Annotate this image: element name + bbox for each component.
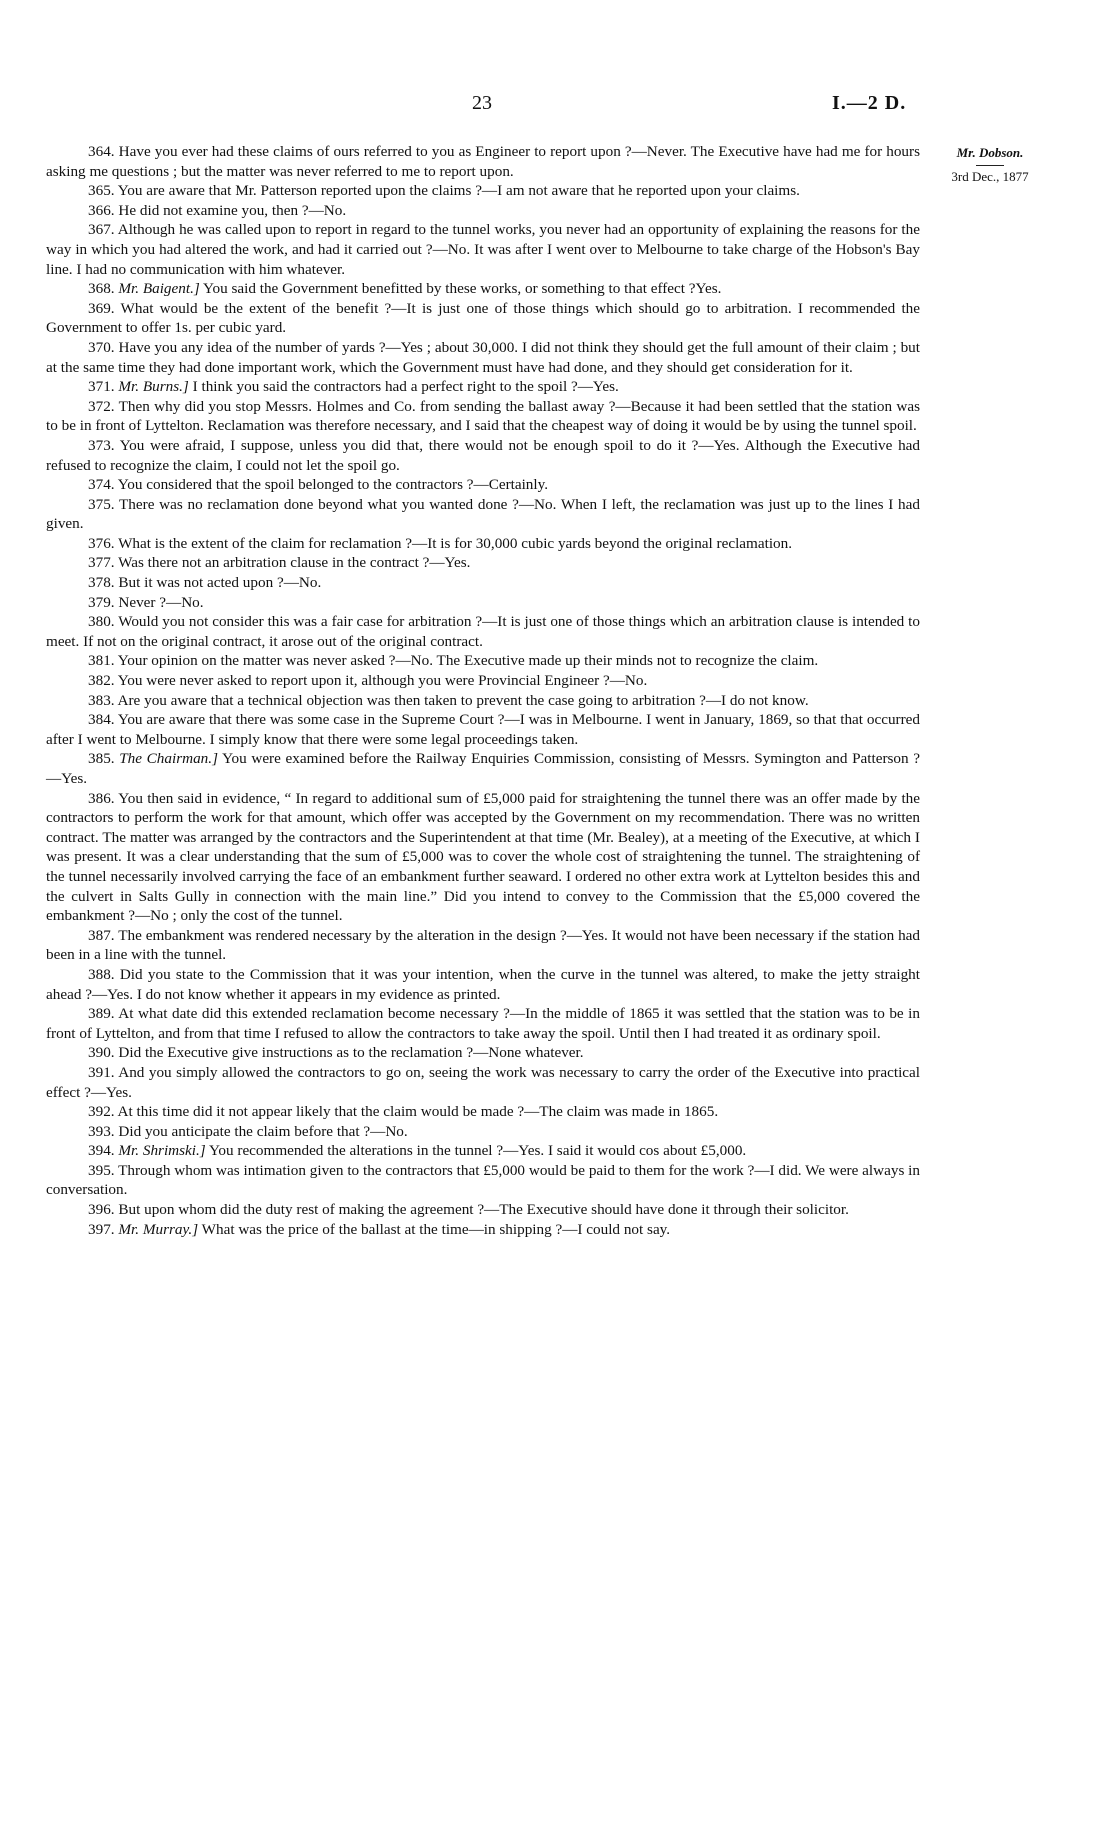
paragraph-text: 387. The embankment was rendered necessary by the alteration in the design ?—Yes. It would not have been necessary if the station had been in a line with the tunnel. <box>46 926 920 964</box>
speaker-name: The Chairman.] <box>119 750 218 768</box>
paragraph-text: You recommended the alterations in the tunnel ?—Yes. I said it would cos about £5,000. <box>205 1142 747 1160</box>
question-paragraph <box>46 1220 920 1240</box>
question-paragraph <box>46 377 920 397</box>
question-paragraph <box>46 181 920 201</box>
paragraph-text: 369. What would be the extent of the benefit ?—It is just one of those things which should go to arbitration. I recommended the Government to offer 1s. per cubic yard. <box>46 299 920 337</box>
paragraph-text: 376. What is the extent of the claim for reclamation ?—It is for 30,000 cubic yards beyond the original reclamation. <box>88 534 793 552</box>
speaker-name: Mr. Baigent.] <box>118 280 200 298</box>
question-paragraph <box>46 201 920 221</box>
paragraph-text: 364. Have you ever had these claims of ours referred to you as Engineer to report upon ?—Never. The Executive have had me for hours asking me questions ; but the matter was never referred to me to report upon. <box>46 143 920 180</box>
question-paragraph <box>46 691 920 711</box>
document-reference: I.—2 D. <box>832 92 907 114</box>
question-paragraph <box>46 142 920 181</box>
evidence-body <box>46 142 920 1239</box>
witness-name: Mr. Dobson. <box>956 145 1024 160</box>
question-paragraph <box>46 1004 920 1043</box>
question-paragraph <box>46 1122 920 1142</box>
speaker-name: Mr. Burns.] <box>118 378 189 396</box>
paragraph-text: 383. Are you aware that a technical objection was then taken to prevent the case going to arbitration ?—I do not know. <box>88 691 809 709</box>
question-paragraph <box>46 1141 920 1161</box>
paragraph-text: 392. At this time did it not appear likely that the claim would be made ?—The claim was made in 1865. <box>88 1103 719 1121</box>
paragraph-text: 365. You are aware that Mr. Patterson reported upon the claims ?—I am not aware that he reported upon your claims. <box>88 182 800 200</box>
question-paragraph <box>46 965 920 1004</box>
paragraph-text: 367. Although he was called upon to report in regard to the tunnel works, you never had an opportunity of explaining the reasons for the way in which you had altered the work, and had it carried out ?—No. It was after I went over to Melbourne to take charge of the Hobson's Bay line. I had no communication with him whatever. <box>46 221 920 278</box>
paragraph-text: What was the price of the ballast at the time—in shipping ?—I could not say. <box>198 1220 671 1238</box>
question-paragraph <box>46 749 920 788</box>
paragraph-text: You said the Government benefitted by these works, or something to that effect ?Yes. <box>199 280 722 298</box>
question-paragraph <box>46 789 920 926</box>
margin-note <box>930 144 1050 185</box>
question-paragraph <box>46 573 920 593</box>
question-paragraph <box>46 553 920 573</box>
paragraph-text: 396. But upon whom did the duty rest of making the agreement ?—The Executive should have done it through their solicitor. <box>88 1201 849 1219</box>
paragraph-text: 375. There was no reclamation done beyond what you wanted done ?—No. When I left, the reclamation was just up to the lines I had given. <box>46 495 920 533</box>
question-number: 394. <box>88 1142 119 1160</box>
question-paragraph <box>46 593 920 613</box>
paragraph-text: 388. Did you state to the Commission that it was your intention, when the curve in the tunnel was altered, to make the jetty straight ahead ?—Yes. I do not know whether it appears in my evidence as printed. <box>46 965 920 1003</box>
question-paragraph <box>46 220 920 279</box>
question-paragraph <box>46 1063 920 1102</box>
paragraph-text: 393. Did you anticipate the claim before that ?—No. <box>88 1122 408 1140</box>
paragraph-text: 372. Then why did you stop Messrs. Holmes and Co. from sending the ballast away ?—Because it had been settled that the station was to be in front of Lyttelton. Reclamation was therefore necessary, and I said that the cheapest way of doing it would be by using the tunnel spoil. <box>46 397 920 435</box>
paragraph-text: 379. Never ?—No. <box>88 593 204 611</box>
question-paragraph <box>46 534 920 554</box>
paragraph-text: 386. You then said in evidence, “ In regard to additional sum of £5,000 paid for straightening the tunnel there was an offer made by the contractors to perform the work for that amount, which offer was accepted by the Government on my recommendation. There was no written contract. The matter was arranged by the contractors and the Superintendent at that time (Mr. Bealey), at a meeting of the Executive, at which I was present. It was a clear understanding that the sum of £5,000 was to cover the whole cost of straightening the tunnel. The straightening of the tunnel necessarily involved carrying the face of an embankment further seaward. I ordered no other extra work at Lyttelton besides this and the culvert in Salts Gully in connection with the main line.” Did you intend to convey to the Commission that the £5,000 covered the embankment ?—No ; only the cost of the tunnel. <box>46 789 920 925</box>
paragraph-text: 395. Through whom was intimation given to the contractors that £5,000 would be paid to them for the work ?—I did. We were always in conversation. <box>46 1161 920 1199</box>
question-paragraph <box>46 495 920 534</box>
paragraph-text: 374. You considered that the spoil belonged to the contractors ?—Certainly. <box>88 476 549 494</box>
question-paragraph <box>46 926 920 965</box>
question-paragraph <box>46 710 920 749</box>
paragraph-text: 366. He did not examine you, then ?—No. <box>88 201 347 219</box>
question-paragraph <box>46 1043 920 1063</box>
question-number: 368. <box>88 280 119 298</box>
question-number: 397. <box>88 1220 119 1238</box>
page-number: 23 <box>472 92 492 114</box>
question-paragraph <box>46 671 920 691</box>
paragraph-text: 381. Your opinion on the matter was never asked ?—No. The Executive made up their minds not to recognize the claim. <box>88 652 819 670</box>
question-paragraph <box>46 397 920 436</box>
speaker-name: Mr. Shrimski.] <box>118 1142 206 1160</box>
question-paragraph <box>46 475 920 495</box>
question-number: 371. <box>88 378 119 396</box>
paragraph-text: 382. You were never asked to report upon it, although you were Provincial Engineer ?—No. <box>88 672 648 690</box>
question-number: 385. <box>88 750 120 768</box>
paragraph-text: 370. Have you any idea of the number of yards ?—Yes ; about 30,000. I did not think they should get the full amount of their claim ; but at the same time they had done important work, which the Government must have had done, and they should get consideration for it. <box>46 338 920 376</box>
question-paragraph <box>46 299 920 338</box>
question-paragraph <box>46 279 920 299</box>
paragraph-text: 373. You were afraid, I suppose, unless you did that, there would not be enough spoil to do it ?—Yes. Although the Executive had refused to recognize the claim, I could not let the spoil go. <box>46 436 920 474</box>
paragraph-text: 384. You are aware that there was some case in the Supreme Court ?—I was in Melbourne. I went in January, 1869, so that that occurred after I went to Melbourne. I simply know that there were some legal proceedings taken. <box>46 711 920 748</box>
margin-divider <box>976 165 1004 166</box>
paragraph-text: I think you said the contractors had a perfect right to the spoil ?—Yes. <box>188 378 619 396</box>
question-paragraph <box>46 338 920 377</box>
paragraph-text: 378. But it was not acted upon ?—No. <box>88 574 322 592</box>
margin-date: 3rd Dec., 1877 <box>951 169 1029 184</box>
question-paragraph <box>46 1161 920 1200</box>
paragraph-text: 380. Would you not consider this was a fair case for arbitration ?—It is just one of those things which an arbitration clause is intended to meet. If not on the original contract, it arose out of the original contract. <box>46 613 920 650</box>
paragraph-text: 391. And you simply allowed the contractors to go on, seeing the work was necessary to carry the order of the Executive into practical effect ?—Yes. <box>46 1063 920 1101</box>
question-paragraph <box>46 612 920 651</box>
page-header <box>0 92 1114 122</box>
question-paragraph <box>46 1200 920 1220</box>
paragraph-text: 377. Was there not an arbitration clause in the contract ?—Yes. <box>88 554 471 572</box>
paragraph-text: You were examined before the Railway Enquiries Commission, consisting of Messrs. Symington and Patterson ?—Yes. <box>46 750 921 787</box>
question-paragraph <box>46 436 920 475</box>
paragraph-text: 390. Did the Executive give instructions as to the reclamation ?—None whatever. <box>88 1044 584 1062</box>
question-paragraph <box>46 651 920 671</box>
question-paragraph <box>46 1102 920 1122</box>
speaker-name: Mr. Murray.] <box>118 1220 199 1238</box>
paragraph-text: 389. At what date did this extended reclamation become necessary ?—In the middle of 1865 it was settled that the station was to be in front of Lyttelton, and from that time I refused to allow the contractors to take away the spoil. Until then I had treated it as ordinary spoil. <box>46 1005 920 1042</box>
